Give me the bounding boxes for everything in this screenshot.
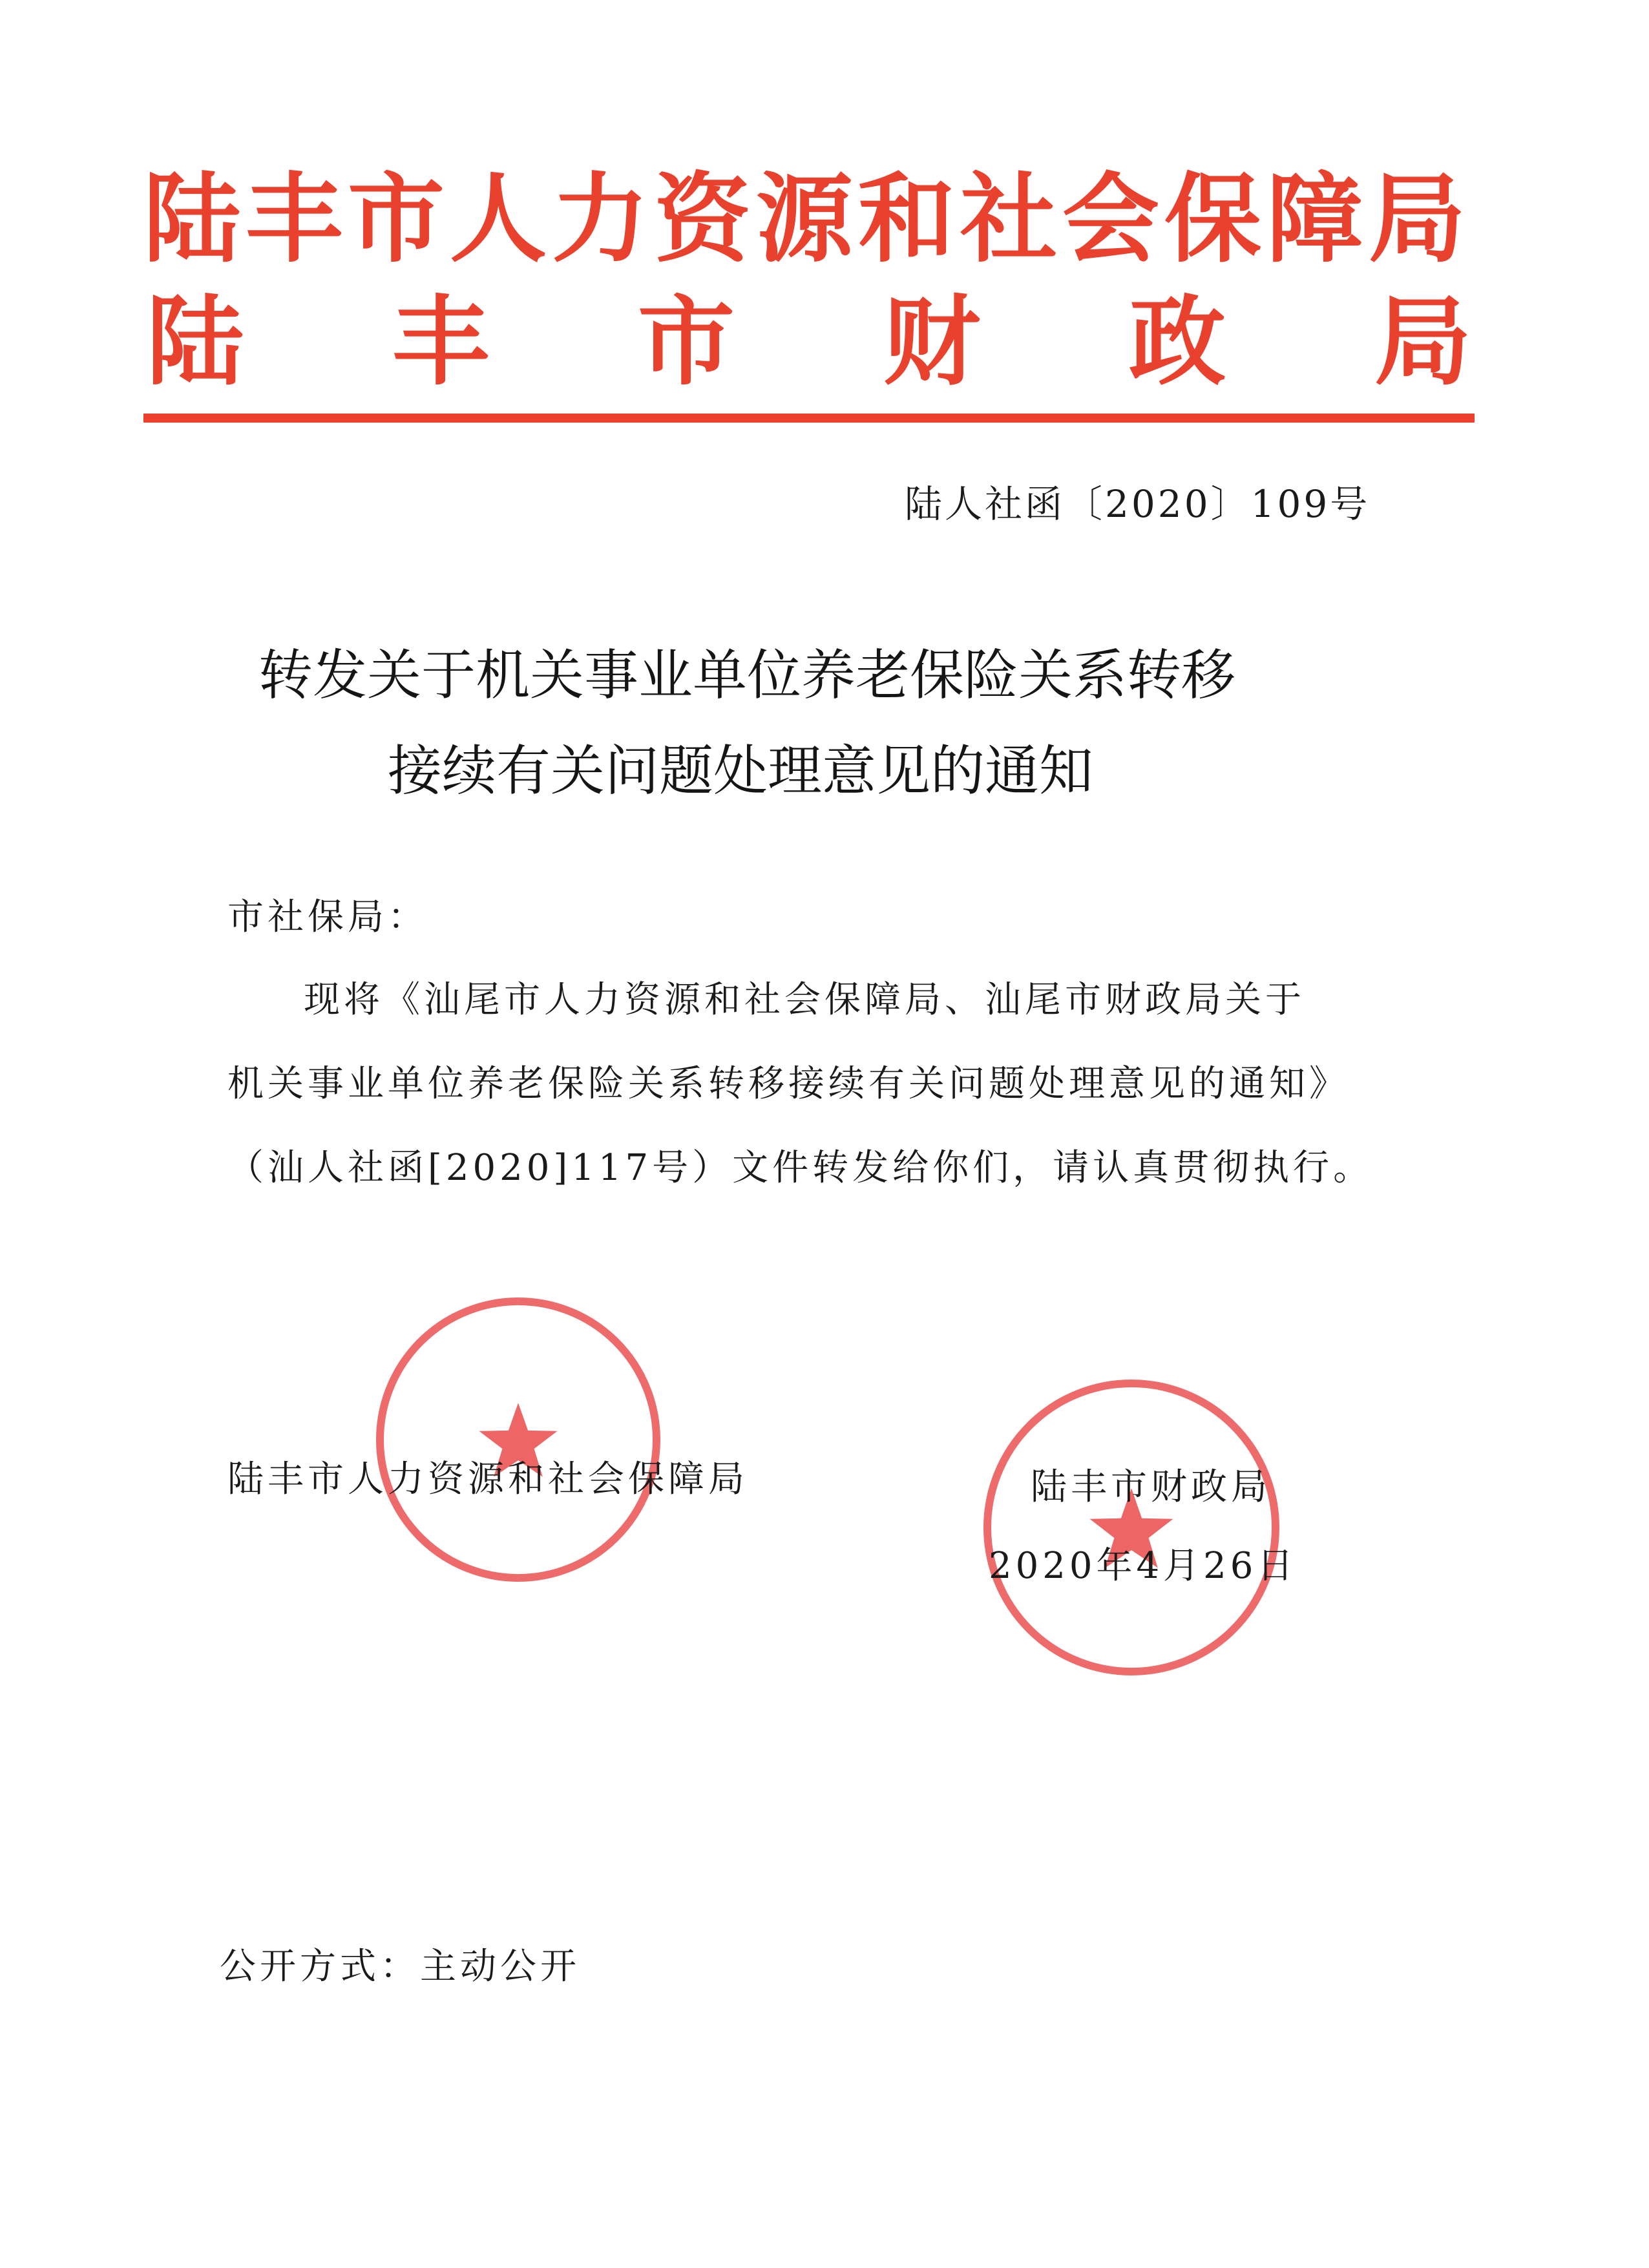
seal-star-icon [384, 1305, 653, 1574]
official-seal-hrss [376, 1297, 660, 1582]
official-seal-finance [983, 1380, 1279, 1675]
header-issuer-2 [143, 288, 1475, 397]
header-issuer-2-char: 陆 [146, 286, 244, 399]
seal-star-icon [991, 1387, 1272, 1668]
header-issuer-2-char: 财 [883, 286, 980, 399]
header-issuer-2-char: 市 [637, 286, 735, 399]
body-line-1: 现将《汕尾市人力资源和社会保障局、汕尾市财政局关于 [304, 979, 1305, 1021]
document-title-line-1: 转发关于机关事业单位养老保险关系转移 [258, 644, 1235, 707]
body-line-3: （汕人社函[2020]117号）文件转发给你们，请认真贯彻执行。 [227, 1147, 1374, 1189]
header-issuer-2-char: 局 [1374, 286, 1471, 399]
header-divider [143, 414, 1475, 423]
body-line-2: 机关事业单位养老保险关系转移接续有关问题处理意见的通知》 [227, 1063, 1349, 1105]
header-issuer-1: 陆丰市人力资源和社会保障局 [143, 163, 1471, 276]
signature-date: 2020年4月26日 [989, 1545, 1297, 1587]
signature-issuer-1: 陆丰市人力资源和社会保障局 [227, 1458, 748, 1500]
document-number: 陆人社函〔2020〕109号 [905, 482, 1371, 526]
header-issuer-2-char: 政 [1128, 286, 1226, 399]
document-title-line-2: 接续有关问题处理意见的通知 [387, 739, 1093, 803]
salutation: 市社保局： [227, 896, 428, 938]
signature-issuer-2: 陆丰市财政局 [1031, 1466, 1271, 1508]
header-issuer-2-char: 丰 [392, 286, 489, 399]
disclosure-method: 公开方式：主动公开 [220, 1946, 580, 1988]
